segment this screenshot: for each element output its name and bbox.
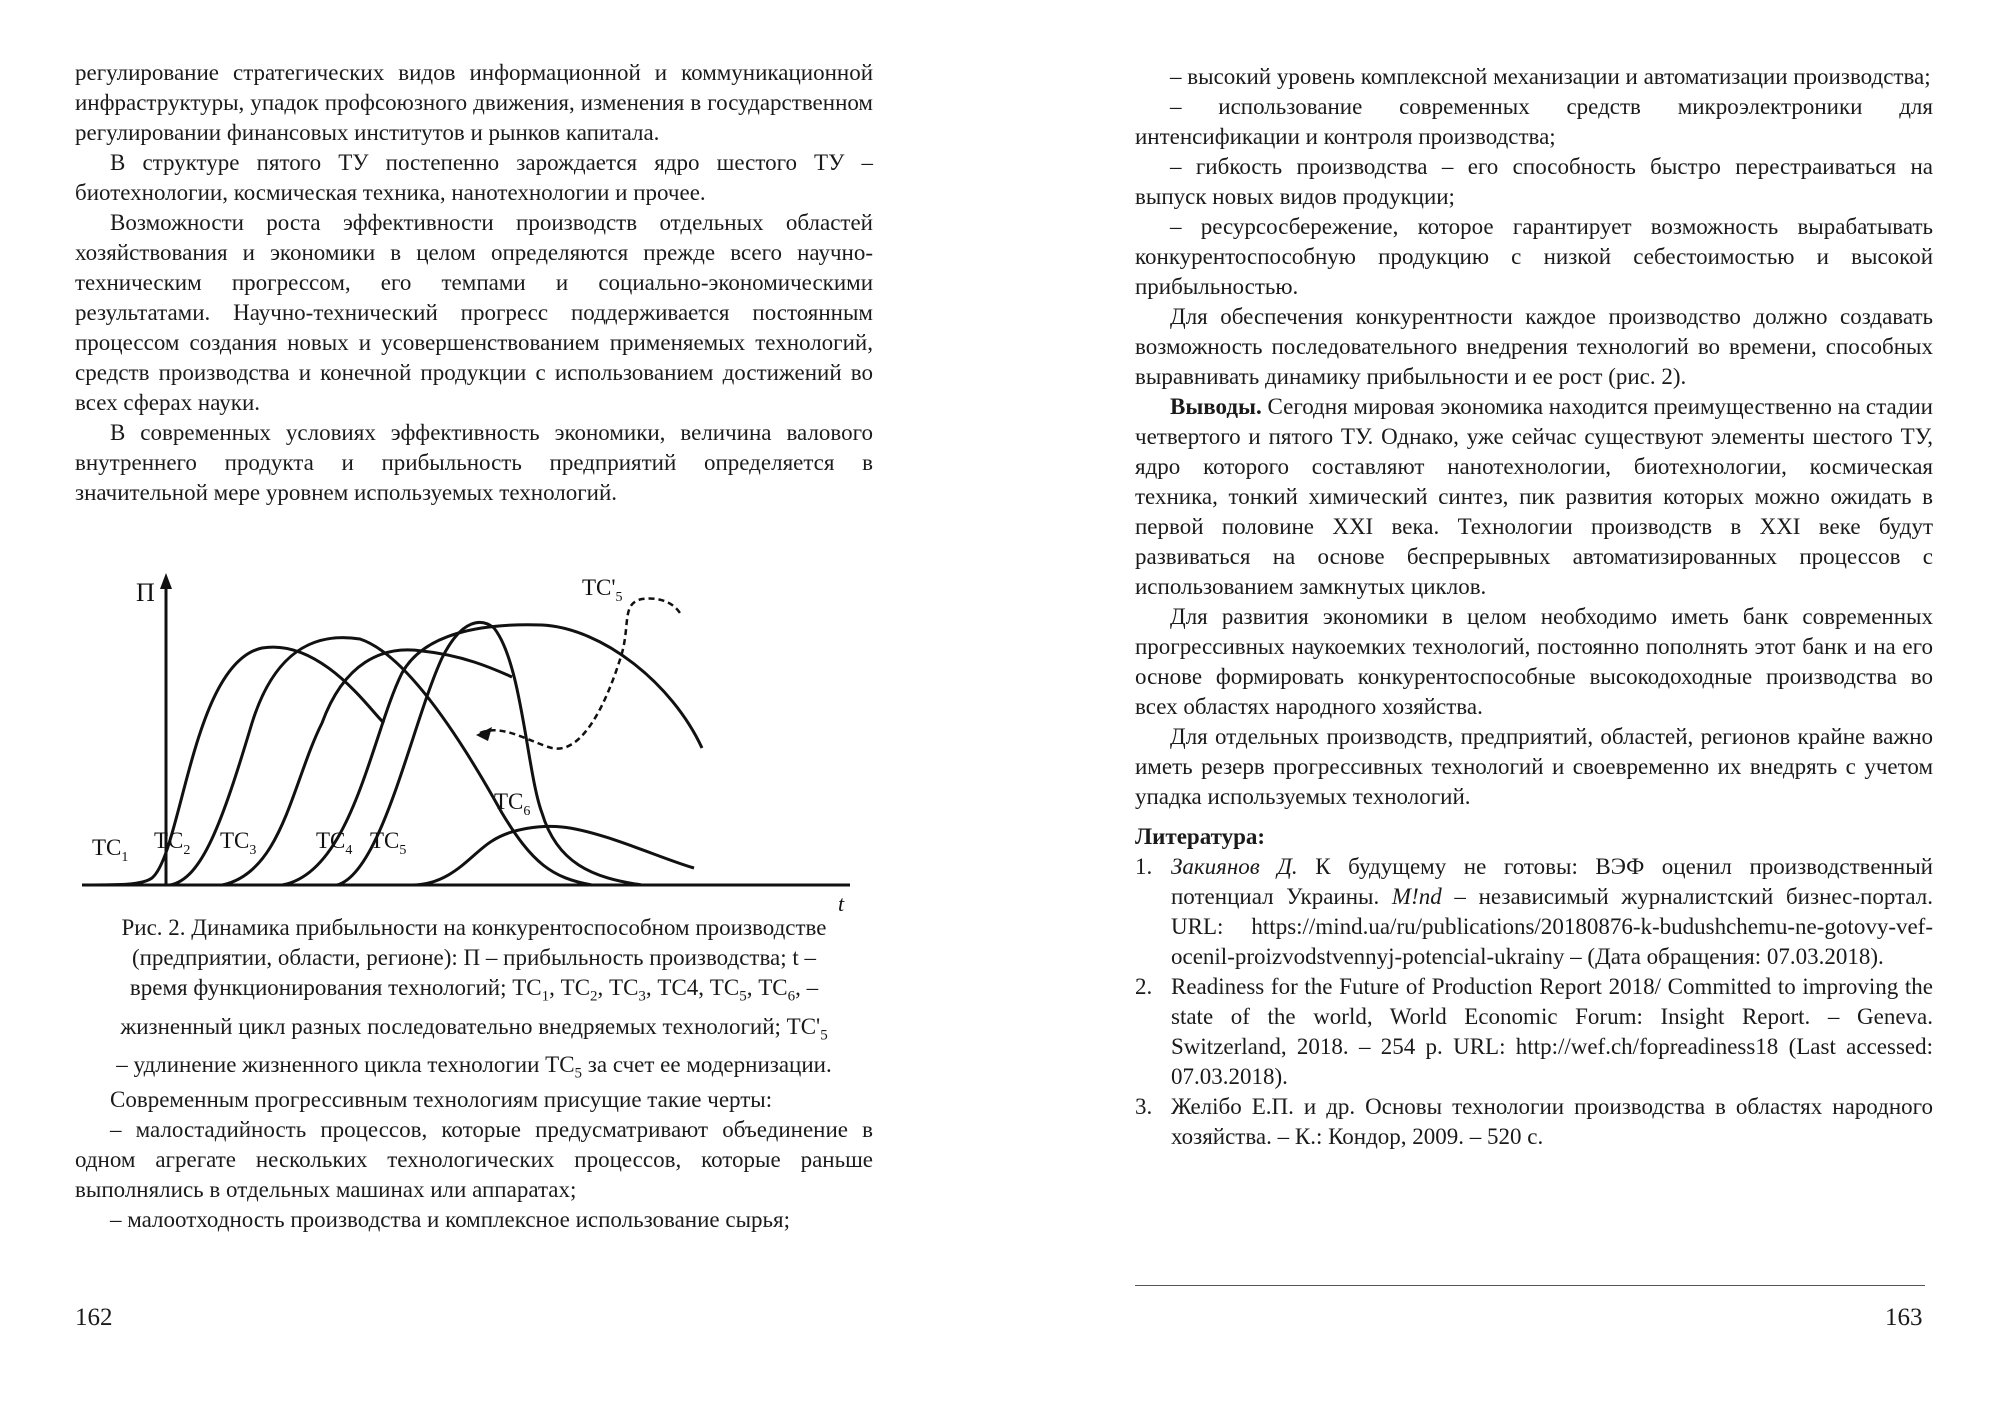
y-axis-arrow bbox=[160, 573, 172, 589]
profitability-chart bbox=[82, 573, 872, 913]
paragraph: Современным прогрессивным технологиям присущие такие черты: bbox=[110, 1087, 773, 1112]
dashed-arrowhead bbox=[476, 727, 492, 741]
x-axis-label: t bbox=[838, 891, 845, 913]
curve-tc5-prime bbox=[480, 599, 680, 749]
left-text-top bbox=[75, 58, 873, 508]
paragraph: В структуре пятого ТУ постепенно зарождается ядро шестого ТУ – биотехнологии, космическая техника, нанотехнологии и прочее. bbox=[75, 150, 873, 205]
left-text-bottom bbox=[75, 1085, 873, 1235]
curve-tc6 bbox=[412, 826, 694, 885]
y-axis-label: П bbox=[136, 578, 155, 607]
conclusions-paragraph: Выводы. Сегодня мировая экономика находится преимущественно на стадии четвертого и пятого ТУ. Однако, уже сейчас существуют элементы шестого ТУ, ядро которого составляют нанотехнологии, биотехнологии, космическая техника, тонкий химический синтез, пик развития которых можно ожидать в первой половине XXI века. Технологии производств в XXI веке будут развиваться на основе беспрерывных автоматизированных процессов с использованием замкнутых циклов. bbox=[1135, 394, 1933, 599]
reference-item: 3. Желібо Е.П. и др. Основы технологии производства в областях народного хозяйства. – К.: Кондор, 2009. – 520 с. bbox=[1135, 1094, 1933, 1149]
label-tc1: $ТС_1$ bbox=[92, 835, 129, 865]
reference-list bbox=[1135, 852, 1933, 1152]
figure-caption: Рис. 2. Динамика прибыльности на конкурентоспособном производстве (предприятии, области, регионе): П – прибыльность производства; t – время функционирования технологий; $ТС_1$, $ТС_2$, $ТС_3$, ТС4, $ТС_5$, $ТС_6$, – жизненный цикл разных последовательно внедряемых технологий; $ТС'_5$ – удлинение жизненного цикла технологии $ТС_5$ за счет ее модернизации. bbox=[116, 915, 832, 1082]
paragraph: – малоотходность производства и комплексное использование сырья; bbox=[110, 1207, 790, 1232]
label-tc5-prime: $ТС'_5$ bbox=[582, 575, 623, 605]
label-tc2: $ТС_2$ bbox=[154, 828, 191, 858]
bullet-paragraph: – высокий уровень комплексной механизации и автоматизации производства; bbox=[1170, 64, 1931, 89]
paragraph: Возможности роста эффективности производств отдельных областей хозяйствования и экономики в целом определяются прежде всего научно-техническим прогрессом, его темпами и социально-экономическими результатами. Научно-технический прогресс поддерживается постоянным процессом создания новых и усовершенствованием применяемых технологий, средств производства и конечной продукции с использованием достижений во всех сферах науки. bbox=[75, 210, 873, 415]
reference-item: 1. Закиянов Д. К будущему не готовы: ВЭФ оценил производственный потенциал Украины. M!nd – независимый журналистский бизнес-портал. URL: https://mind.ua/ru/publications/20180876-k-budushchemu-ne-gotovy-vef-ocenil-proizvodstvennyj-potencial-ukrainy – (Дата обращения: 07.03.2018). bbox=[1135, 854, 1934, 969]
label-tc5: $ТС_5$ bbox=[370, 828, 407, 858]
bullet-paragraph: – ресурсосбережение, которое гарантирует возможность вырабатывать конкурентоспособную продукцию с низкой себестоимостью и высокой прибыльностью. bbox=[1135, 214, 1933, 299]
label-tc6: $ТС_6$ bbox=[494, 789, 531, 819]
paragraph: регулирование стратегических видов информационной и коммуникационной инфраструктуры, упадок профсоюзного движения, изменения в государственном регулировании финансовых институтов и рынков капитала. bbox=[75, 60, 873, 145]
label-tc3: $ТС_3$ bbox=[220, 828, 257, 858]
literature-heading: Литература: bbox=[1135, 824, 1266, 849]
page-number: 163 bbox=[1885, 1304, 1923, 1331]
bullet-paragraph: – использование современных средств микроэлектроники для интенсификации и контроля производства; bbox=[1135, 94, 1933, 149]
bullet-paragraph: – гибкость производства – его способность быстро перестраиваться на выпуск новых видов продукции; bbox=[1135, 154, 1933, 209]
paragraph: Для обеспечения конкурентности каждое производство должно создавать возможность последовательного внедрения технологий во времени, способных выравнивать динамику прибыльности и ее рост (рис. 2). bbox=[1135, 304, 1933, 389]
paragraph: Для развития экономики в целом необходимо иметь банк современных прогрессивных наукоемких технологий, постоянно пополнять этот банк и на его основе формировать конкурентоспособные высокодоходные производства во всех областях народного хозяйства. bbox=[1135, 604, 1933, 719]
right-text bbox=[1135, 62, 1933, 1152]
footer-rule bbox=[1135, 1285, 1925, 1286]
paragraph: В современных условиях эффективность экономики, величина валового внутреннего продукта и прибыльность предприятий определяется в значительной мере уровнем используемых технологий. bbox=[75, 420, 873, 505]
paragraph: Для отдельных производств, предприятий, областей, регионов крайне важно иметь резерв прогрессивных технологий и своевременно их внедрять с учетом упадка используемых технологий. bbox=[1135, 724, 1933, 809]
right-page bbox=[1000, 0, 2000, 1417]
page-number: 162 bbox=[75, 1304, 113, 1331]
label-tc4: $ТС_4$ bbox=[316, 828, 353, 858]
reference-item: 2. Readiness for the Future of Production Report 2018/ Committed to improving the state of the world, World Economic Forum: Insight Report. – Geneva. Switzerland, 2018. – 254 p. URL: http://wef.ch/fopreadiness18 (Last accessed: 07.03.2018). bbox=[1135, 974, 1933, 1089]
paragraph: – малостадийность процессов, которые предусматривают объединение в одном агрегате нескольких технологических процессов, которые раньше выполнялись в отдельных машинах или аппаратах; bbox=[75, 1117, 873, 1202]
